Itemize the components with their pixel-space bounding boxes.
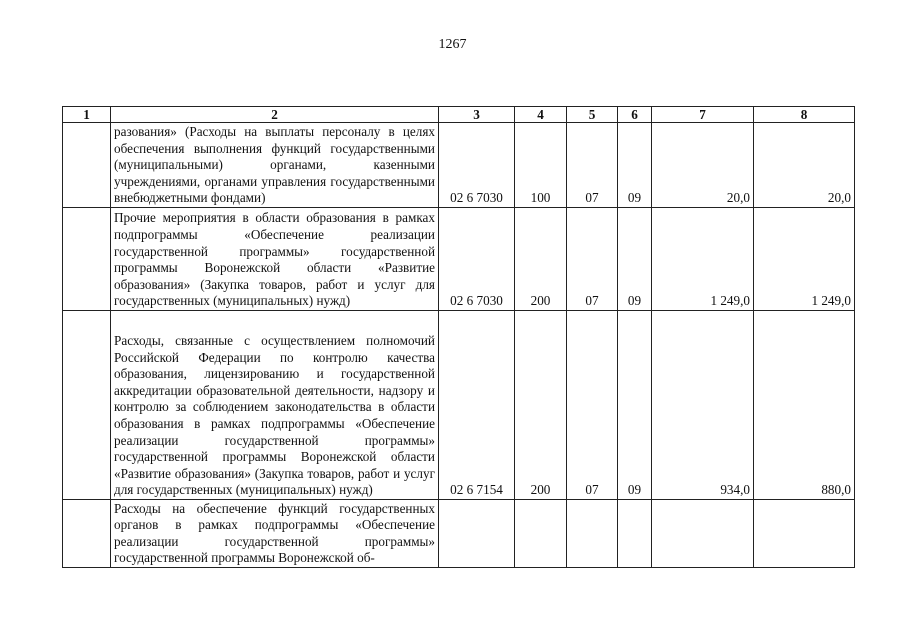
row-amount-2: 880,0 [754,311,855,500]
table-row [63,311,855,500]
row-description: Расходы на обеспечение функций государственных органов в рамках подпрограммы «Обеспечение реализации государственной программы» государственной программы Воронежской об- [111,500,439,568]
row-expense-type: 200 [515,208,567,311]
header-col-7: 7 [652,107,754,123]
row-expense-type: 200 [515,311,567,500]
header-col-3: 3 [439,107,515,123]
row-description: Прочие мероприятия в области образования в рамках подпрограммы «Обеспечение реализации государственной программы» государственной программы Воронежской области «Развитие образования» (Закупка товаров, работ и услуг для государственных (муниципальных) нужд) [111,208,439,311]
header-col-8: 8 [754,107,855,123]
row-index-cell [63,123,111,208]
page-number: 1267 [438,37,467,52]
row-target-code: 02 6 7030 [439,123,515,208]
row-subsection: 09 [618,123,652,208]
row-description: Расходы, связанные с осуществлением полномочий Российской Федерации по контролю качества образования, лицензированию и государственной аккредитации образовательной деятельности, надзору и контролю за соблюдением законодательства в области образования в рамках подпрограммы «Обеспечение реализации государственной программы» государственной программы Воронежской области «Развитие образования» (Закупка товаров, работ и услуг для государственных (муниципальных) нужд) [111,311,439,500]
header-col-5: 5 [567,107,618,123]
table-row [63,500,855,568]
table-row [63,123,855,208]
row-section: 07 [567,208,618,311]
row-description: разования» (Расходы на выплаты персоналу в целях обеспечения выполнения функций государственными (муниципальными) органами, казенными учреждениями, органами управления государственными внебюджетными фондами) [111,123,439,208]
row-subsection [618,500,652,568]
row-expense-type: 100 [515,123,567,208]
row-target-code: 02 6 7154 [439,311,515,500]
row-expense-type [515,500,567,568]
row-section: 07 [567,123,618,208]
header-col-1: 1 [63,107,111,123]
row-amount-1: 1 249,0 [652,208,754,311]
row-subsection: 09 [618,208,652,311]
table-header-row [63,107,855,123]
row-amount-1: 934,0 [652,311,754,500]
row-index-cell [63,208,111,311]
row-amount-1: 20,0 [652,123,754,208]
row-amount-2: 1 249,0 [754,208,855,311]
row-section [567,500,618,568]
row-amount-2: 20,0 [754,123,855,208]
row-section: 07 [567,311,618,500]
row-amount-1 [652,500,754,568]
header-col-6: 6 [618,107,652,123]
row-subsection: 09 [618,311,652,500]
budget-table [62,106,855,568]
header-col-4: 4 [515,107,567,123]
row-amount-2 [754,500,855,568]
row-index-cell [63,500,111,568]
row-target-code [439,500,515,568]
header-col-2: 2 [111,107,439,123]
row-target-code: 02 6 7030 [439,208,515,311]
row-index-cell [63,311,111,500]
table-row [63,208,855,311]
